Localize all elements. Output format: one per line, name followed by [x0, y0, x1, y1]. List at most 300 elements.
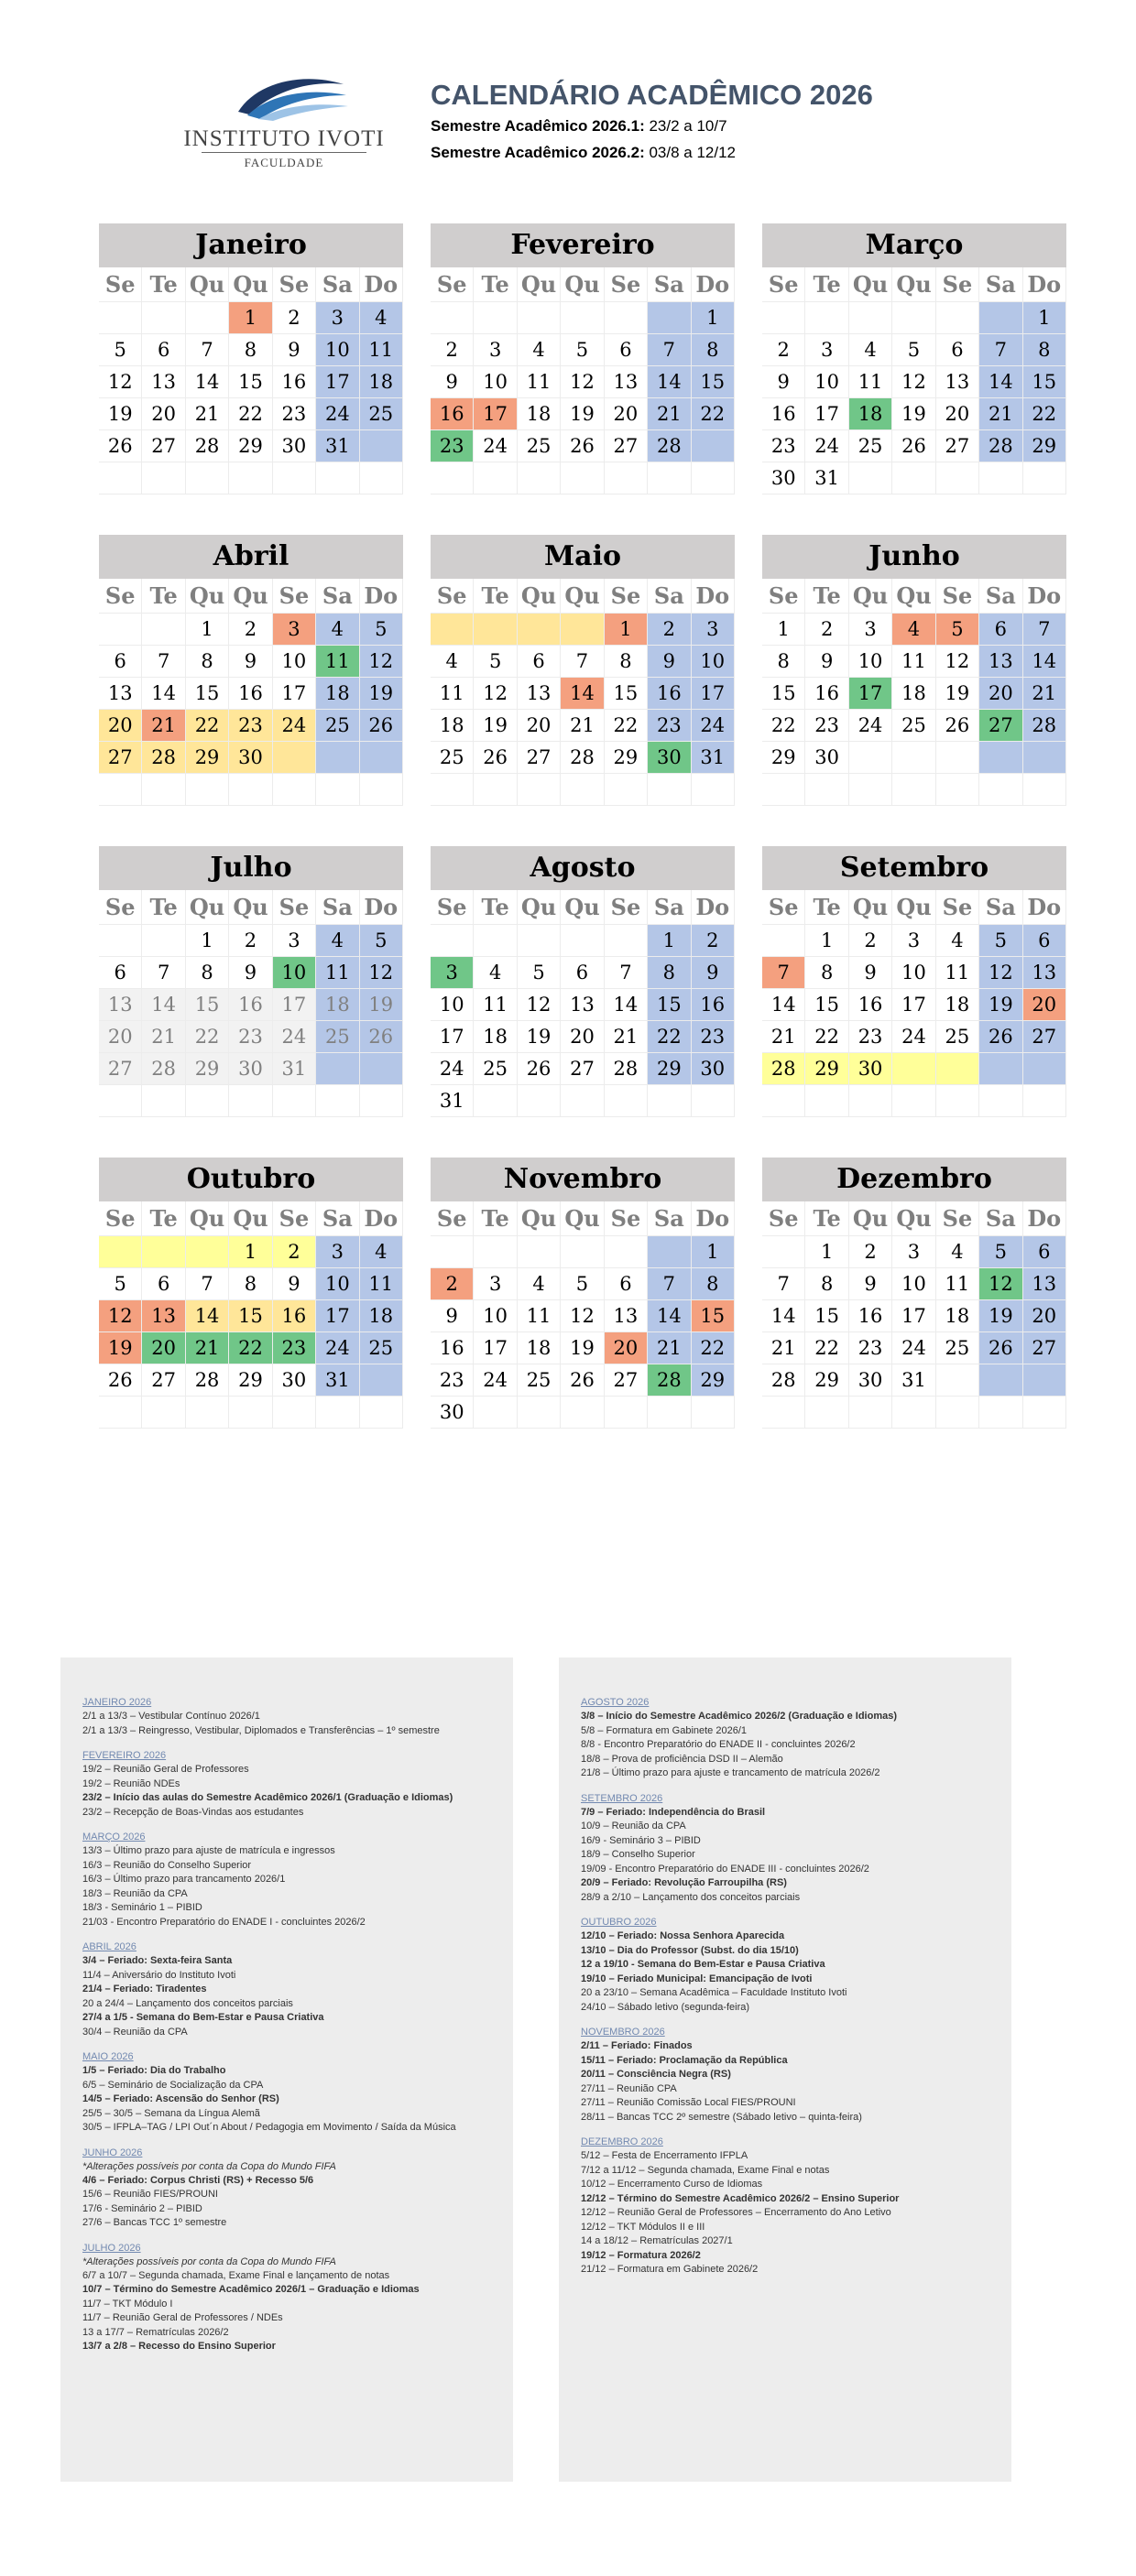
day-cell: 23	[849, 1021, 892, 1053]
month-title: Junho	[762, 535, 1066, 579]
notes-month-section	[581, 1696, 1002, 1781]
month-title: Setembro	[762, 846, 1066, 890]
day-cell: 31	[431, 1085, 474, 1117]
weekday-header: Te	[142, 267, 185, 302]
notes-entry: 5/8 – Formatura em Gabinete 2026/1	[581, 1724, 747, 1736]
day-cell	[561, 302, 604, 334]
weekday-header: Qu	[229, 890, 272, 925]
day-cell: 19	[561, 1332, 604, 1364]
day-cell: 22	[648, 1021, 691, 1053]
day-cell: 4	[474, 957, 517, 989]
weekday-header: Qu	[561, 579, 604, 614]
day-cell: 14	[1023, 646, 1066, 678]
notes-entry: 21/12 – Formatura em Gabinete 2026/2	[581, 2264, 759, 2275]
month-calendar	[431, 535, 735, 806]
day-cell: 27	[1023, 1021, 1066, 1053]
day-cell: 23	[805, 710, 848, 742]
weekday-header: Se	[936, 579, 979, 614]
notes-entry: 19/12 – Formatura 2026/2	[581, 2249, 701, 2261]
day-cell: 8	[648, 957, 691, 989]
weekday-header: Se	[273, 1201, 316, 1236]
day-cell: 24	[474, 1364, 517, 1397]
notes-month-title: NOVEMBRO 2026	[581, 2027, 665, 2038]
day-cell	[474, 302, 517, 334]
notes-entry: 30/4 – Reunião da CPA	[82, 2026, 188, 2038]
notes-entry: 20/11 – Consciência Negra (RS)	[581, 2069, 731, 2080]
weekday-header: Do	[1023, 1201, 1066, 1236]
day-cell: 10	[849, 646, 892, 678]
weekday-header: Se	[936, 1201, 979, 1236]
day-cell	[936, 1364, 979, 1397]
day-cell: 19	[979, 1300, 1022, 1332]
day-cell: 14	[186, 1300, 229, 1332]
weekday-header: Qu	[518, 890, 561, 925]
day-cell	[273, 742, 316, 774]
day-cell: 16	[762, 398, 805, 430]
day-cell: 23	[229, 710, 272, 742]
day-cell	[360, 1364, 403, 1397]
day-cell: 11	[360, 334, 403, 366]
notes-entry: 28/9 a 2/10 – Lançamento dos conceitos parciais	[581, 1891, 801, 1903]
weekday-header: Sa	[979, 890, 1022, 925]
day-cell: 6	[99, 957, 142, 989]
day-cell: 23	[273, 398, 316, 430]
day-cell: 12	[979, 957, 1022, 989]
weekday-header: Sa	[979, 267, 1022, 302]
day-cell	[1023, 1053, 1066, 1085]
day-cell	[892, 1085, 935, 1117]
day-cell	[518, 614, 561, 646]
day-cell: 19	[360, 678, 403, 710]
day-cell	[648, 1085, 691, 1117]
day-cell: 9	[805, 646, 848, 678]
day-cell: 15	[692, 1300, 735, 1332]
weekday-header: Qu	[892, 579, 935, 614]
page-title: CALENDÁRIO ACADÊMICO 2026	[431, 79, 873, 111]
day-cell	[605, 302, 648, 334]
day-cell: 10	[273, 957, 316, 989]
day-cell	[561, 614, 604, 646]
notes-entry: 13/7 a 2/8 – Recesso do Ensino Superior	[82, 2341, 276, 2352]
day-cell: 5	[892, 334, 935, 366]
day-cell: 22	[805, 1021, 848, 1053]
day-cell: 21	[605, 1021, 648, 1053]
logo-divider	[202, 152, 366, 153]
day-cell: 29	[229, 430, 272, 462]
day-cell: 19	[892, 398, 935, 430]
day-cell	[648, 1397, 691, 1429]
notes-month-title: ABRIL 2026	[82, 1941, 137, 1952]
day-cell: 26	[99, 1364, 142, 1397]
day-cell: 9	[229, 646, 272, 678]
day-cell: 3	[692, 614, 735, 646]
day-cell: 20	[1023, 1300, 1066, 1332]
day-cell	[474, 1397, 517, 1429]
notes-entry: 1/5 – Feriado: Dia do Trabalho	[82, 2065, 226, 2076]
weekday-header: Qu	[229, 1201, 272, 1236]
day-cell	[692, 1085, 735, 1117]
day-cell: 27	[1023, 1332, 1066, 1364]
weekday-header: Qu	[561, 890, 604, 925]
day-cell	[99, 614, 142, 646]
day-cell	[561, 925, 604, 957]
weekday-header: Qu	[518, 1201, 561, 1236]
notes-entry: 12/12 – Término do Semestre Acadêmico 2026/2 – Ensino Superior	[581, 2192, 900, 2204]
weekday-header: Qu	[849, 890, 892, 925]
weekday-header: Se	[273, 579, 316, 614]
day-cell: 17	[316, 366, 359, 398]
notes-entry: 12/12 – TKT Módulos II e III	[581, 2221, 705, 2233]
day-cell: 6	[979, 614, 1022, 646]
notes-entry: 8/8 - Encontro Preparatório do ENADE II - concluintes 2026/2	[581, 1739, 856, 1750]
day-cell: 30	[273, 430, 316, 462]
weekday-header: Te	[474, 579, 517, 614]
notes-month-section	[581, 1916, 1002, 2015]
day-cell	[849, 742, 892, 774]
day-cell: 29	[648, 1053, 691, 1085]
day-cell: 28	[186, 1364, 229, 1397]
notes-entry: 10/9 – Reunião da CPA	[581, 1821, 686, 1831]
notes-entry: 16/3 – Último prazo para trancamento 2026/1	[82, 1874, 286, 1885]
notes-entry: 11/7 – TKT Módulo I	[82, 2298, 173, 2310]
day-cell: 29	[805, 1364, 848, 1397]
day-cell	[648, 1236, 691, 1268]
day-cell: 12	[474, 678, 517, 710]
day-cell: 22	[605, 710, 648, 742]
day-cell: 16	[805, 678, 848, 710]
day-cell	[762, 302, 805, 334]
day-cell	[518, 1236, 561, 1268]
day-cell: 25	[518, 1364, 561, 1397]
day-cell: 3	[273, 614, 316, 646]
day-cell	[936, 774, 979, 806]
weekday-header: Sa	[648, 1201, 691, 1236]
notes-entry: 17/6 - Seminário 2 – PIBID	[82, 2202, 202, 2214]
day-cell: 31	[273, 1053, 316, 1085]
day-cell: 27	[99, 742, 142, 774]
month-days-grid	[99, 267, 403, 495]
weekday-header: Se	[273, 267, 316, 302]
day-cell: 5	[561, 334, 604, 366]
weekday-header: Qu	[849, 579, 892, 614]
notes-entry: 23/2 – Recepção de Boas-Vindas aos estudantes	[82, 1806, 304, 1818]
notes-month-section	[82, 2050, 504, 2136]
day-cell: 31	[805, 462, 848, 495]
day-cell: 14	[762, 989, 805, 1021]
day-cell: 16	[648, 678, 691, 710]
day-cell: 28	[762, 1053, 805, 1085]
day-cell: 17	[474, 398, 517, 430]
day-cell: 17	[431, 1021, 474, 1053]
day-cell: 25	[892, 710, 935, 742]
day-cell: 3	[474, 334, 517, 366]
day-cell: 3	[849, 614, 892, 646]
notes-month-remark: *Alterações possíveis por conta da Copa do Mundo FIFA	[82, 2255, 336, 2267]
day-cell: 13	[605, 1300, 648, 1332]
notes-entry: 27/4 a 1/5 - Semana do Bem-Estar e Pausa Criativa	[82, 2012, 324, 2023]
notes-entry: 13/10 – Dia do Professor (Subst. do dia 15/10)	[581, 1944, 799, 1956]
day-cell: 22	[229, 1332, 272, 1364]
day-cell: 21	[186, 398, 229, 430]
day-cell: 1	[805, 925, 848, 957]
day-cell: 18	[849, 398, 892, 430]
day-cell: 8	[229, 334, 272, 366]
day-cell	[1023, 1085, 1066, 1117]
day-cell	[99, 774, 142, 806]
day-cell: 17	[474, 1332, 517, 1364]
day-cell: 4	[892, 614, 935, 646]
day-cell: 26	[936, 710, 979, 742]
day-cell: 3	[805, 334, 848, 366]
day-cell: 28	[142, 742, 185, 774]
day-cell: 18	[936, 1300, 979, 1332]
notes-entry: 12/10 – Feriado: Nossa Senhora Aparecida	[581, 1930, 785, 1941]
day-cell	[849, 1085, 892, 1117]
day-cell: 15	[229, 1300, 272, 1332]
weekday-header: Do	[692, 890, 735, 925]
day-cell	[892, 302, 935, 334]
day-cell	[474, 774, 517, 806]
day-cell: 24	[474, 430, 517, 462]
notes-entry: 27/11 – Reunião Comissão Local FIES/PROUNI	[581, 2097, 796, 2108]
day-cell: 26	[360, 710, 403, 742]
day-cell: 10	[316, 334, 359, 366]
day-cell: 2	[431, 1268, 474, 1300]
day-cell: 27	[979, 710, 1022, 742]
day-cell: 28	[1023, 710, 1066, 742]
day-cell: 26	[979, 1332, 1022, 1364]
day-cell	[474, 1085, 517, 1117]
notes-entry: 16/3 – Reunião do Conselho Superior	[82, 1859, 252, 1871]
day-cell	[605, 1397, 648, 1429]
notes-entry: 19/09 - Encontro Preparatório do ENADE III - concluintes 2026/2	[581, 1863, 869, 1875]
day-cell	[648, 462, 691, 495]
day-cell: 1	[229, 302, 272, 334]
day-cell: 14	[648, 1300, 691, 1332]
day-cell: 7	[762, 957, 805, 989]
day-cell	[561, 1236, 604, 1268]
day-cell	[561, 1085, 604, 1117]
day-cell: 26	[561, 1364, 604, 1397]
day-cell	[605, 1236, 648, 1268]
day-cell	[99, 1397, 142, 1429]
day-cell: 9	[273, 334, 316, 366]
day-cell: 29	[229, 1364, 272, 1397]
day-cell	[979, 1053, 1022, 1085]
month-title: Julho	[99, 846, 403, 890]
day-cell: 15	[762, 678, 805, 710]
day-cell	[979, 1397, 1022, 1429]
day-cell: 22	[186, 1021, 229, 1053]
day-cell: 19	[360, 989, 403, 1021]
month-days-grid	[762, 579, 1066, 806]
day-cell: 5	[99, 334, 142, 366]
weekday-header: Qu	[229, 267, 272, 302]
day-cell: 17	[805, 398, 848, 430]
month-days-grid	[762, 890, 1066, 1117]
day-cell: 10	[273, 646, 316, 678]
day-cell	[892, 462, 935, 495]
month-days-grid	[99, 890, 403, 1117]
day-cell: 31	[316, 1364, 359, 1397]
notes-entry: 14 a 18/12 – Rematrículas 2027/1	[581, 2235, 733, 2246]
day-cell: 6	[936, 334, 979, 366]
day-cell: 25	[936, 1021, 979, 1053]
day-cell: 29	[186, 1053, 229, 1085]
notes-entry: 18/9 – Conselho Superior	[581, 1849, 695, 1860]
day-cell: 4	[316, 614, 359, 646]
notes-month-section	[581, 2026, 1002, 2125]
month-calendar	[762, 535, 1066, 806]
day-cell	[979, 1364, 1022, 1397]
notes-month-remark: *Alterações possíveis por conta da Copa do Mundo FIFA	[82, 2160, 336, 2172]
day-cell: 28	[762, 1364, 805, 1397]
day-cell: 26	[474, 742, 517, 774]
notes-entry: 11/4 – Aniversário do Instituto Ivoti	[82, 1969, 236, 1981]
day-cell: 31	[316, 430, 359, 462]
day-cell	[762, 774, 805, 806]
day-cell: 6	[518, 646, 561, 678]
day-cell	[561, 774, 604, 806]
weekday-header: Do	[360, 1201, 403, 1236]
month-calendar	[762, 223, 1066, 495]
day-cell	[805, 774, 848, 806]
notes-entry: 12 a 19/10 - Semana do Bem-Estar e Pausa Criativa	[581, 1959, 825, 1970]
day-cell: 7	[142, 646, 185, 678]
day-cell: 20	[1023, 989, 1066, 1021]
day-cell: 7	[561, 646, 604, 678]
day-cell	[431, 1236, 474, 1268]
day-cell: 1	[229, 1236, 272, 1268]
day-cell: 13	[561, 989, 604, 1021]
day-cell	[360, 430, 403, 462]
notes-month-section	[82, 1831, 504, 1929]
weekday-header: Te	[805, 1201, 848, 1236]
month-calendar	[99, 535, 403, 806]
month-title: Abril	[99, 535, 403, 579]
day-cell	[360, 1053, 403, 1085]
day-cell: 13	[518, 678, 561, 710]
logo-wave-icon	[183, 64, 385, 128]
day-cell	[605, 462, 648, 495]
day-cell: 11	[892, 646, 935, 678]
day-cell: 4	[518, 1268, 561, 1300]
day-cell: 25	[849, 430, 892, 462]
day-cell: 5	[518, 957, 561, 989]
weekday-header: Qu	[849, 1201, 892, 1236]
weekday-header: Qu	[849, 267, 892, 302]
day-cell	[142, 462, 185, 495]
day-cell: 12	[99, 366, 142, 398]
day-cell: 30	[849, 1364, 892, 1397]
day-cell: 25	[936, 1332, 979, 1364]
day-cell: 5	[474, 646, 517, 678]
day-cell: 24	[805, 430, 848, 462]
day-cell: 9	[431, 366, 474, 398]
page-header	[0, 0, 1136, 201]
day-cell: 12	[561, 366, 604, 398]
day-cell: 18	[316, 989, 359, 1021]
weekday-header: Se	[605, 1201, 648, 1236]
day-cell: 4	[360, 1236, 403, 1268]
day-cell: 16	[849, 989, 892, 1021]
semester-2-label: Semestre Acadêmico 2026.2:	[431, 144, 645, 161]
day-cell: 13	[936, 366, 979, 398]
day-cell	[518, 925, 561, 957]
month-days-grid	[431, 267, 735, 495]
notes-entry: 21/8 – Último prazo para ajuste e trancamento de matrícula 2026/2	[581, 1767, 880, 1778]
weekday-header: Se	[99, 267, 142, 302]
day-cell: 6	[99, 646, 142, 678]
notes-panel-second-semester	[559, 1658, 1011, 2482]
day-cell: 31	[892, 1364, 935, 1397]
day-cell: 3	[892, 925, 935, 957]
day-cell: 19	[99, 1332, 142, 1364]
day-cell: 4	[316, 925, 359, 957]
day-cell: 8	[605, 646, 648, 678]
day-cell: 16	[692, 989, 735, 1021]
day-cell	[316, 1053, 359, 1085]
weekday-header: Sa	[648, 579, 691, 614]
day-cell: 22	[692, 398, 735, 430]
weekday-header: Sa	[316, 1201, 359, 1236]
day-cell	[892, 742, 935, 774]
day-cell: 9	[849, 1268, 892, 1300]
day-cell: 13	[142, 1300, 185, 1332]
day-cell: 27	[561, 1053, 604, 1085]
day-cell: 12	[360, 957, 403, 989]
weekday-header: Sa	[648, 890, 691, 925]
day-cell: 21	[186, 1332, 229, 1364]
day-cell: 14	[648, 366, 691, 398]
notes-entry: 19/2 – Reunião Geral de Professores	[82, 1764, 249, 1775]
day-cell	[692, 462, 735, 495]
day-cell: 3	[273, 925, 316, 957]
day-cell: 5	[360, 925, 403, 957]
day-cell: 10	[316, 1268, 359, 1300]
notes-month-section	[82, 1696, 504, 1738]
day-cell: 14	[979, 366, 1022, 398]
notes-entry: 30/5 – IFPLA–TAG / LPI Out´n About / Pedagogia em Movimento / Saída da Música	[82, 2122, 456, 2133]
day-cell: 9	[762, 366, 805, 398]
day-cell: 25	[474, 1053, 517, 1085]
day-cell: 7	[648, 334, 691, 366]
day-cell: 12	[979, 1268, 1022, 1300]
day-cell	[518, 1085, 561, 1117]
logo-subtitle: FACULDADE	[244, 156, 324, 169]
day-cell: 8	[186, 646, 229, 678]
notes-entry: 10/7 – Término do Semestre Acadêmico 2026/1 – Graduação e Idiomas	[82, 2284, 420, 2295]
month-calendar	[762, 1158, 1066, 1429]
day-cell: 19	[474, 710, 517, 742]
notes-entry: 20 a 23/10 – Semana Acadêmica – Faculdade Instituto Ivoti	[581, 1987, 847, 1998]
day-cell: 27	[605, 430, 648, 462]
day-cell: 24	[273, 710, 316, 742]
day-cell: 21	[142, 710, 185, 742]
weekday-header: Do	[692, 1201, 735, 1236]
weekday-header: Do	[1023, 890, 1066, 925]
day-cell: 30	[229, 1053, 272, 1085]
day-cell: 1	[1023, 302, 1066, 334]
day-cell	[431, 925, 474, 957]
day-cell: 5	[360, 614, 403, 646]
notes-entry: 2/11 – Feriado: Finados	[581, 2040, 693, 2051]
day-cell	[142, 302, 185, 334]
day-cell: 2	[229, 614, 272, 646]
day-cell: 11	[936, 1268, 979, 1300]
day-cell: 8	[1023, 334, 1066, 366]
day-cell: 13	[1023, 1268, 1066, 1300]
